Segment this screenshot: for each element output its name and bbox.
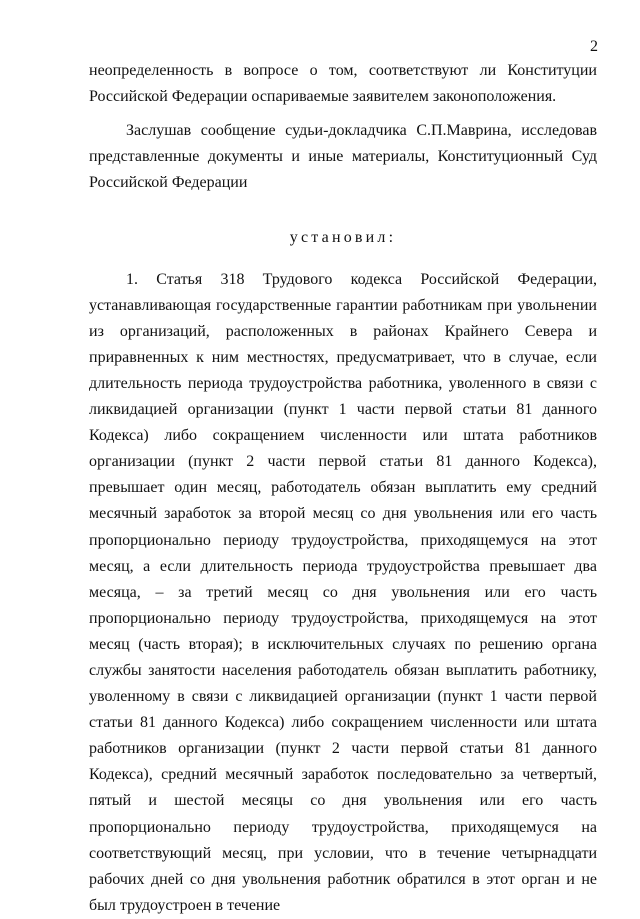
document-body bbox=[89, 58, 597, 919]
paragraph-hearing: Заслушав сообщение судьи-докладчика С.П.Маврина, исследовав представленные документы и иные материалы, Конституционный Суд Российской Федерации bbox=[89, 122, 597, 192]
paragraph-1: 1. Статья 318 Трудового кодекса Российской Федерации, устанавливающая государственные гарантии работникам при увольнении из организаций, расположенных в районах Крайнего Севера и приравненных к ним местностях, предусматривает, что в случае, если длительность периода трудоустройства работника, уволенного в связи с ликвидацией организации (пункт 1 части первой статьи 81 данного Кодекса) либо сокращением численности или штата работников организации (пункт 2 части первой статьи 81 данного Кодекса), превышает один месяц, работодатель обязан выплатить ему средний месячный заработок за второй месяц со дня увольнения или его часть пропорционально периоду трудоустройства, приходящемуся на этот месяц, а если длительность периода трудоустройства превышает два месяца, – за третий месяц со дня увольнения или его часть пропорционально периоду трудоустройства, приходящемуся на этот месяц (часть вторая); в исключительных случаях по решению органа службы занятости населения работодатель обязан выплатить работнику, уволенному в связи с ликвидацией организации (пункт 1 части первой статьи 81 данного Кодекса) либо сокращением численности или штата работников организации (пункт 2 части первой статьи 81 данного Кодекса), средний месячный заработок последовательно за четвертый, пятый и шестой месяцы со дня увольнения или его часть пропорционально периоду трудоустройства, приходящемуся на соответствующий месяц, при условии, что в течение четырнадцати рабочих дней со дня увольнения работник обратился в этот орган и не был трудоустроен в течение bbox=[89, 270, 597, 914]
page-number: 2 bbox=[590, 38, 598, 55]
section-heading: установил: bbox=[289, 229, 397, 247]
paragraph-continuation: неопределенность в вопросе о том, соответствуют ли Конституции Российской Федерации оспариваемые заявителем законоположения. bbox=[89, 62, 597, 106]
